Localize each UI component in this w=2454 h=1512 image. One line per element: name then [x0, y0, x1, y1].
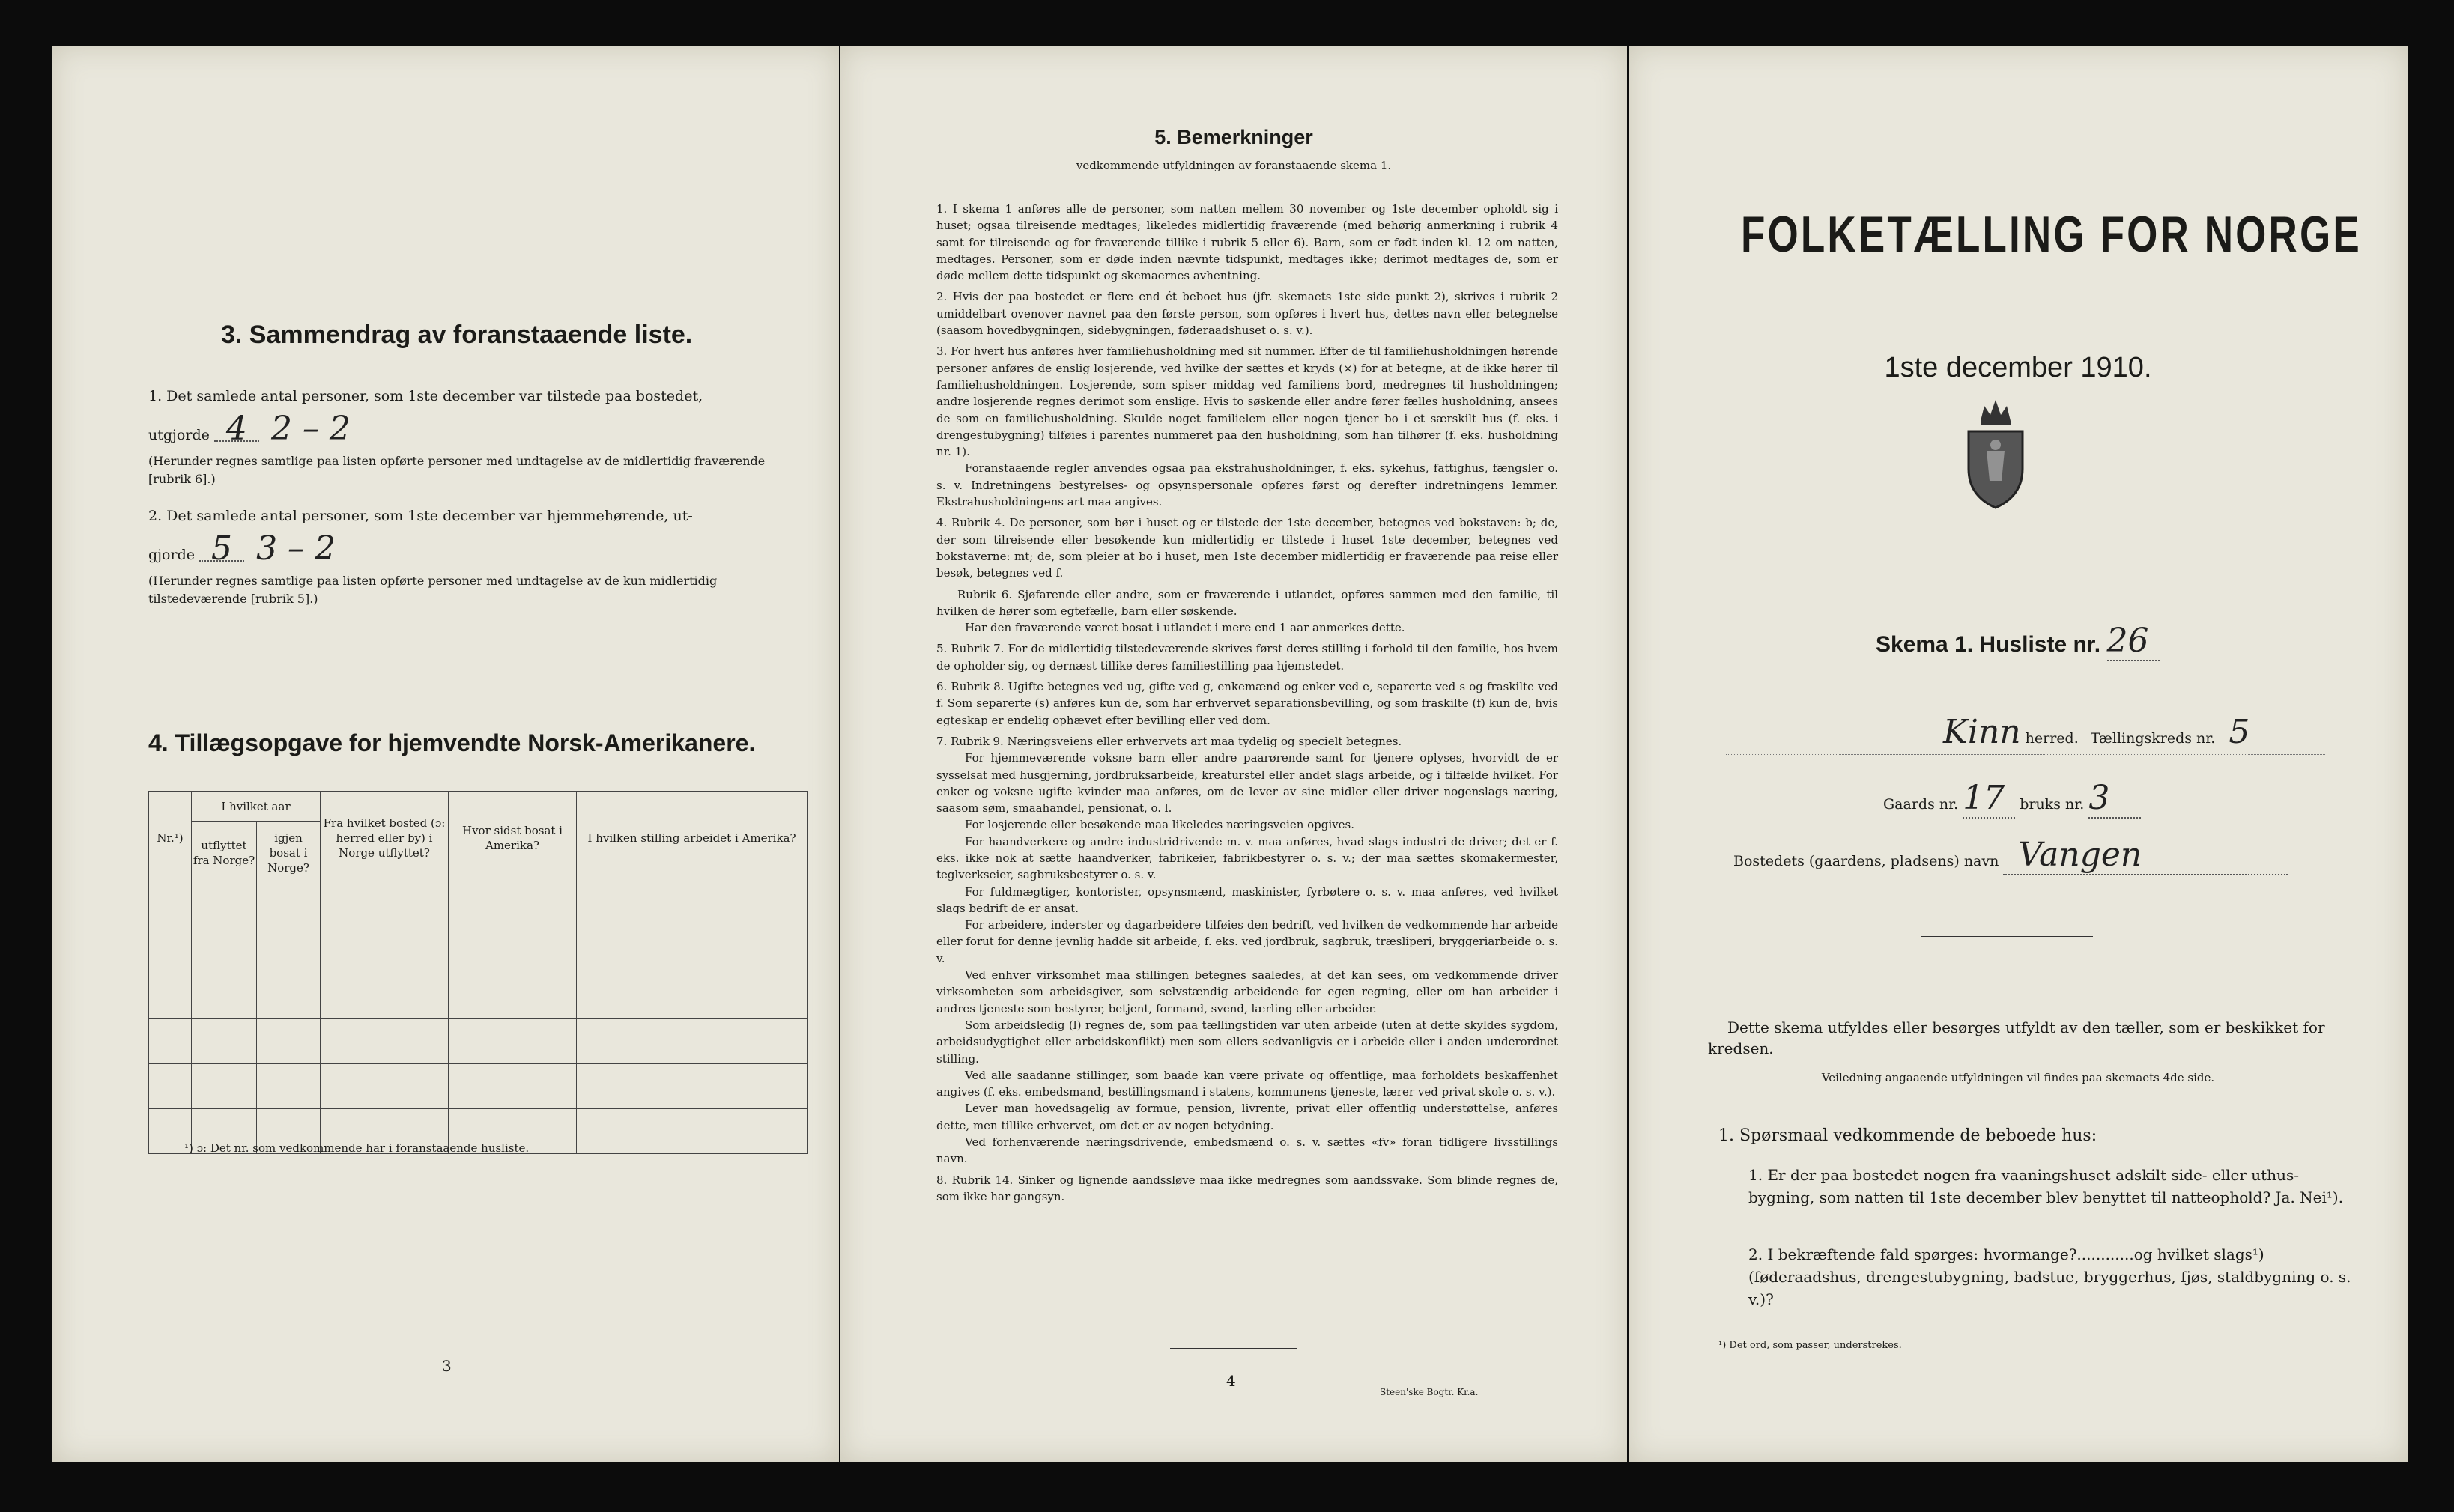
summary-item-1-text: 1. Det samlede antal personer, som 1ste december var tilstede paa bostedet, — [148, 388, 703, 404]
page-4 — [840, 46, 1627, 1462]
remark-paragraph: 6. Rubrik 8. Ugifte betegnes ved ug, gifte ved g, enkemænd og enker ved e, separerte ved s og fraskilte ved f. Som separerte (s) anføres kun de, som har erhvervet separationsbevilling, og som fraskilte (f) kun de, hvis egteskap er endelig ophævet efter bevilling eller ved dom. — [936, 680, 1558, 727]
remark-paragraph: For losjerende eller besøkende maa likeledes næringsveien opgives. — [965, 818, 1354, 832]
summary-item-2 — [148, 505, 808, 608]
remark-paragraph: 2. Hvis der paa bostedet er flere end ét beboet hus (jfr. skemaets 1ste side punkt 2), skrives i rubrik 2 umiddelbart ovenover navnet paa den første person, som opføres i hvert hus, dettes navn eller betegnelse (saasom hovedbygningen, sidebygningen, føderaadshuset o. s. v.). — [936, 290, 1558, 338]
remark-paragraph: Lever man hovedsagelig av formue, pension, livrente, privat eller offentlig understøttelse, anføres dette, men tillike erhvervet, om det er av nogen betydning. — [936, 1102, 1558, 1132]
remark-paragraph: For fuldmægtiger, kontorister, opsynsmænd, maskinister, fyrbøtere o. s. v. maa anføres, ved hvilket slags bedrift de er ansat. — [936, 884, 1558, 915]
remark-paragraph: 3. For hvert hus anføres hver familiehusholdning med sit nummer. Efter de til familiehusholdningen hørende personer anføres de enslig losjerende, ved hvilke der sættes et kryds (×) for at betegne, at de ikke hører til familiehusholdningen. Losjerende, som spiser middag ved familiens bord, medregnes til husholdningen; andre losjerende regnes derimot som enslige. Hvis to søskende eller andre fører fælles husholdning, ansees de som en familiehusholdning. Skulde noget familielem eller nogen tjener bo i et særskilt hus (f. eks. i drengestubygning) tilføies i parentes nummeret paa den husholdning, som han tilhører (f. eks. husholdning nr. 1). — [936, 344, 1558, 459]
schema-label: Skema 1. Husliste nr. — [1876, 632, 2101, 657]
instruction-text: Dette skema utfyldes eller besørges utfyldt av den tæller, som er beskikket for kredsen. — [1708, 1018, 2325, 1057]
divider — [1170, 1348, 1297, 1349]
col-group-aar: I hvilket aar — [192, 792, 321, 822]
table-row — [149, 929, 808, 974]
hjemmehorende-count: 5 — [199, 538, 244, 562]
hjemmehorende-detail: 3 – 2 — [256, 529, 336, 568]
gaards-line — [1883, 779, 2141, 819]
remark-paragraph: Ved enhver virksomhet maa stillingen betegnes saaledes, at det kan sees, om vedkommende driver virksomheten som arbeidsgiver, som selvstændig arbeidende for egen regning, eller om han arbeider i andres tjeneste som bestyrer, betjent, formand, svend, lærling eller arbeider. — [936, 968, 1558, 1015]
question-1: 1. Er der paa bostedet nogen fra vaaningshuset adskilt side- eller uthus-bygning, som natten til 1ste december blev benyttet til natteophold? Ja. Nei¹). — [1748, 1166, 2344, 1206]
remark-paragraph: Har den fraværende været bosat i utlandet i mere end 1 aar anmerkes dette. — [965, 621, 1405, 635]
summary-item-2-text: 2. Det samlede antal personer, som 1ste december var hjemmehørende, ut- — [148, 508, 693, 524]
gjorde-label: gjorde — [148, 547, 195, 563]
summary-item-2-note: (Herunder regnes samtlige paa listen opførte personer med undtagelse av de kun midlertidig tilstedeværende [rubrik 5].) — [148, 574, 718, 606]
col-utflyttet: utflyttet fra Norge? — [192, 822, 257, 884]
bemerkninger-body — [936, 201, 1558, 1205]
remark-paragraph: 7. Rubrik 9. Næringsveiens eller erhvervets art maa tydelig og specielt betegnes. — [936, 734, 1402, 748]
bosted-value: Vangen — [2003, 836, 2288, 875]
bruks-label: bruks nr. — [2020, 796, 2085, 813]
table-row — [149, 884, 808, 929]
bemerkninger-subtitle: vedkommende utfyldningen av foranstaaende skema 1. — [1076, 159, 1392, 172]
printer-imprint: Steen'ske Bogtr. Kr.a. — [1380, 1387, 1479, 1397]
table-footnote: ¹) ɔ: Det nr. som vedkommende har i foranstaaende husliste. — [184, 1141, 530, 1155]
coat-of-arms-icon — [1958, 391, 2033, 511]
ornament-divider — [1921, 936, 2093, 937]
table-row — [149, 1019, 808, 1064]
bruks-value: 3 — [2088, 779, 2141, 819]
remark-paragraph: 1. I skema 1 anføres alle de personer, som natten mellem 30 november og 1ste december opholdt sig i huset; ogsaa tilreisende medtages; likeledes midlertidig fraværende (med behørig anmerkning i rubrik 4 samt for tilreisende og for fraværende tillike i rubrik 5 eller 6). Barn, som er født inden kl. 12 om natten, medtages. Personer, som er døde inden nævnte tidspunkt, medtages ikke; derimot medtages de, som er døde mellem dette tidspunkt og skemaernes avhentning. — [936, 202, 1558, 283]
page-3 — [52, 46, 839, 1462]
bemerkninger-title: 5. Bemerkninger — [1154, 126, 1313, 148]
remark-paragraph: For arbeidere, inderster og dagarbeidere tilføies den bedrift, ved hvilken de vedkommende har arbeide eller forut for denne jevnlig hadde sit arbeide, f. eks. ved jordbruk, sagbruk, træsliperi, bryggeriarbeide o. s. v. — [936, 918, 1558, 965]
herred-label: herred. — [2025, 730, 2079, 747]
col-igjen: igjen bosat i Norge? — [257, 822, 321, 884]
question-heading: 1. Spørsmaal vedkommende de beboede hus: — [1718, 1126, 2097, 1145]
kreds-value: 5 — [2229, 713, 2250, 751]
schema-line — [1876, 622, 2160, 661]
census-date: 1ste december 1910. — [1884, 352, 2152, 383]
gaards-label: Gaards nr. — [1883, 796, 1959, 813]
remark-paragraph: Ved alle saadanne stillinger, som baade kan være private og offentlige, maa forholdets beskaffenhet angives (f. eks. embedsmand, bestillingsmand i statens, kommunens tjeneste, lærer ved privat skole o. s. v.). — [936, 1068, 1558, 1099]
bosted-line — [1733, 836, 2288, 875]
remark-paragraph: Rubrik 6. Sjøfarende eller andre, som er fraværende i utlandet, opføres sammen med den familie, til hvilken de hører som egtefælle, barn eller søskende. — [936, 587, 1558, 618]
section-4-title: 4. Tillægsopgave for hjemvendte Norsk-Amerikanere. — [148, 729, 756, 756]
tilstede-count: 4 — [214, 418, 259, 442]
remark-paragraph: Foranstaaende regler anvendes ogsaa paa ekstrahusholdninger, f. eks. sykehus, fattighus, fængsler o. s. v. Indretningens bestyrelses- og opsynspersonale opføres først og derefter indretningens lemmer. Ekstrahusholdningens art maa angives. — [936, 461, 1558, 509]
husliste-number: 26 — [2107, 622, 2160, 661]
census-title: FOLKETÆLLING FOR NORGE — [1741, 206, 2362, 263]
page-1-cover — [1629, 46, 2408, 1462]
col-fra-bosted: Fra hvilket bosted (ɔ: herred eller by) i Norge utflyttet? — [321, 792, 449, 884]
remark-paragraph: 4. Rubrik 4. De personer, som bør i huset og er tilstede der 1ste december, betegnes ved bokstaven: b; de, der som tilreisende eller besøkende kun midlertidig er tilstede i huset 1ste december, betegnes ved bokstaverne: mt; de, som pleier at bo i huset, men 1ste december midlertidig er fraværende paa reise eller besøk, betegnes ved f. — [936, 516, 1558, 580]
norsk-amerikanere-table — [148, 791, 808, 1154]
col-stilling: I hvilken stilling arbeidet i Amerika? — [577, 792, 808, 884]
remark-paragraph: For hjemmeværende voksne barn eller andre paarørende samt for tjenere oplyses, hvorvidt de er sysselsat med husgjerning, jordbruksarbeide, kreaturstel eller andet slags arbeide, og i tilfælde hvilket. For enker og voksne ugifte kvinder maa anføres, om de lever av sine midler eller driver nogenslags næring, saasom søm, smaahandel, pensionat, o. l. — [936, 751, 1558, 816]
remark-paragraph: Som arbeidsledig (l) regnes de, som paa tællingstiden var uten arbeide (uten at dette skyldes sygdom, arbeidsudygtighet eller arbeidskonflikt) men som ellers sedvanligvis er i arbeide eller i anden underordnet stilling. — [936, 1018, 1558, 1066]
remark-paragraph: For haandverkere og andre industridrivende m. v. maa anføres, hvad slags industri de driver; det er f. eks. ikke nok at sætte haandverker, fabrikeier, fabrikbestyrer o. s. v.; der maa sættes skomakermester, teglverkseier, sagbruksbestyrer o. s. v. — [936, 834, 1558, 882]
table-row — [149, 1064, 808, 1109]
bosted-label: Bostedets (gaardens, pladsens) navn — [1733, 853, 1999, 869]
instruction-small: Veiledning angaaende utfyldningen vil findes paa skemaets 4de side. — [1821, 1071, 2215, 1084]
tilstede-detail: 2 – 2 — [270, 410, 351, 448]
herred-line — [1726, 713, 2325, 755]
col-hvor-sidst: Hvor sidst bosat i Amerika? — [449, 792, 577, 884]
kreds-label: Tællingskreds nr. — [2090, 730, 2216, 747]
herred-value: Kinn — [1943, 713, 2021, 751]
utgjorde-label: utgjorde — [148, 427, 210, 443]
section-3-title: 3. Sammendrag av foranstaaende liste. — [221, 321, 693, 349]
page-number: 4 — [1226, 1372, 1236, 1390]
summary-item-1 — [148, 385, 808, 488]
remark-paragraph: 5. Rubrik 7. For de midlertidig tilstedeværende skrives først deres stilling i forhold til den familie, hos hvem de opholder sig, og dernæst tillike deres familiestilling paa hjemstedet. — [936, 642, 1558, 672]
cover-footnote: ¹) Det ord, som passer, understrekes. — [1718, 1340, 1902, 1351]
table-row — [149, 974, 808, 1019]
remark-paragraph: 8. Rubrik 14. Sinker og lignende aandssløve maa ikke medregnes som aandssvake. Som blinde regnes de, som ikke har gangsyn. — [936, 1173, 1558, 1203]
gaards-value: 17 — [1963, 779, 2015, 819]
question-2: 2. I bekræftende fald spørges: hvormange?............og hvilket slags¹) (føderaadshus, drengestubygning, badstue, bryggerhus, fjøs, staldbygning o. s. v.)? — [1748, 1245, 2351, 1308]
summary-item-1-note: (Herunder regnes samtlige paa listen opførte personer med undtagelse av de midlertidig fraværende [rubrik 6].) — [148, 454, 766, 486]
remark-paragraph: Ved forhenværende næringsdrivende, embedsmænd o. s. v. sættes «fv» foran tidligere livsstillings navn. — [936, 1135, 1558, 1166]
col-nr: Nr.¹) — [149, 792, 192, 884]
page-number: 3 — [442, 1357, 452, 1375]
